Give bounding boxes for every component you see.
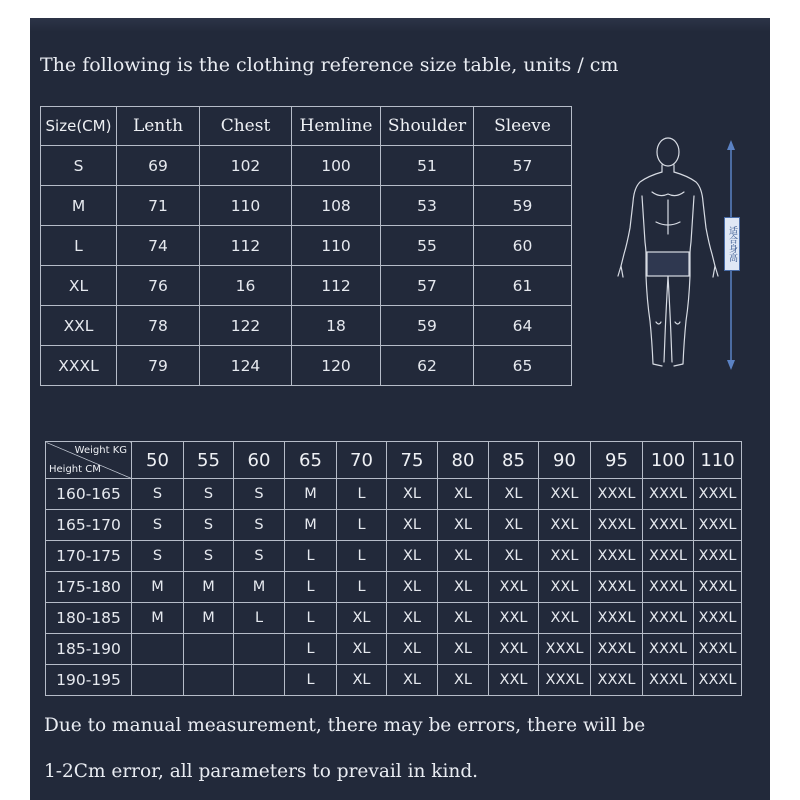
weight-height-table-body [46, 479, 742, 696]
recommended-size-cell: XXXL [643, 665, 694, 696]
measurement-cell: 60 [474, 226, 572, 266]
recommended-size-cell: XXXL [694, 572, 742, 603]
recommended-size-cell: L [285, 603, 337, 634]
recommended-size-cell: M [184, 572, 234, 603]
weight-header-cell: 65 [285, 442, 337, 479]
recommended-size-cell: L [337, 510, 387, 541]
recommended-size-cell: XXXL [694, 665, 742, 696]
weight-header-cell: 60 [234, 442, 285, 479]
height-row [46, 634, 742, 665]
measurement-cell: 124 [200, 346, 292, 386]
recommended-size-cell: L [285, 541, 337, 572]
size-label-cell: L [41, 226, 117, 266]
height-range-cell: 160-165 [46, 479, 132, 510]
recommended-size-cell: M [285, 510, 337, 541]
recommended-size-cell: XXXL [643, 572, 694, 603]
recommended-size-cell: XL [387, 634, 438, 665]
weight-header-cell: 85 [489, 442, 539, 479]
recommended-size-cell: L [285, 572, 337, 603]
size-row [41, 266, 572, 306]
recommended-size-cell: M [132, 603, 184, 634]
size-row [41, 306, 572, 346]
recommended-size-cell: L [337, 572, 387, 603]
recommended-size-cell: XXXL [643, 634, 694, 665]
weight-header-cell: 55 [184, 442, 234, 479]
measurement-cell: 64 [474, 306, 572, 346]
measurement-cell: 102 [200, 146, 292, 186]
measurement-cell: 65 [474, 346, 572, 386]
shorts-outline [647, 252, 689, 276]
recommended-size-cell: XXXL [694, 510, 742, 541]
recommended-size-cell: XXXL [694, 479, 742, 510]
weight-header-cell: 75 [387, 442, 438, 479]
weight-header-cell: 100 [643, 442, 694, 479]
recommended-size-cell: XXXL [591, 510, 643, 541]
recommended-size-cell: XL [387, 541, 438, 572]
column-header: Hemline [292, 107, 381, 146]
size-row [41, 346, 572, 386]
recommended-size-cell: XL [387, 603, 438, 634]
recommended-size-cell: S [234, 510, 285, 541]
recommended-size-cell: XL [387, 665, 438, 696]
recommended-size-cell: XL [387, 572, 438, 603]
measurement-cell: 100 [292, 146, 381, 186]
height-range-cell: 185-190 [46, 634, 132, 665]
recommended-size-cell: L [337, 541, 387, 572]
size-label-cell: M [41, 186, 117, 226]
weight-header-cell: 70 [337, 442, 387, 479]
recommended-size-cell: XL [438, 479, 489, 510]
column-header: Chest [200, 107, 292, 146]
height-row [46, 479, 742, 510]
recommended-size-cell: M [234, 572, 285, 603]
recommended-size-cell: XXL [489, 665, 539, 696]
recommended-size-cell: S [184, 510, 234, 541]
recommended-size-cell: XL [438, 541, 489, 572]
recommended-size-cell: XL [438, 603, 489, 634]
height-row [46, 572, 742, 603]
recommended-size-cell: XL [438, 510, 489, 541]
measurement-cell: 74 [117, 226, 200, 266]
height-range-cell: 175-180 [46, 572, 132, 603]
measurement-cell: 62 [381, 346, 474, 386]
measurement-cell: 55 [381, 226, 474, 266]
recommended-size-cell: XL [438, 665, 489, 696]
measurement-cell: 57 [474, 146, 572, 186]
measurement-cell: 16 [200, 266, 292, 306]
measurement-cell: 18 [292, 306, 381, 346]
weight-header-row [46, 442, 742, 479]
recommended-size-cell: XXXL [643, 603, 694, 634]
recommended-size-cell [184, 665, 234, 696]
measurement-cell: 112 [200, 226, 292, 266]
measurement-cell: 53 [381, 186, 474, 226]
size-row [41, 226, 572, 266]
footnote-line-1: Due to manual measurement, there may be errors, there will be [44, 715, 646, 736]
recommended-size-cell: L [285, 634, 337, 665]
column-header: Sleeve [474, 107, 572, 146]
recommended-size-cell: XXL [539, 541, 591, 572]
recommended-size-cell: XXXL [539, 665, 591, 696]
height-range-cell: 170-175 [46, 541, 132, 572]
recommended-size-cell: S [132, 479, 184, 510]
recommended-size-cell [132, 665, 184, 696]
weight-header-cell: 95 [591, 442, 643, 479]
height-row [46, 541, 742, 572]
measurement-cell: 51 [381, 146, 474, 186]
height-axis-label: Height CM [49, 464, 101, 475]
weight-header-cell: 110 [694, 442, 742, 479]
recommended-size-cell: XXL [489, 634, 539, 665]
measurement-cell: 69 [117, 146, 200, 186]
measurement-cell: 112 [292, 266, 381, 306]
size-table [40, 106, 572, 386]
recommended-size-cell: XXL [539, 510, 591, 541]
weight-height-corner-cell [46, 442, 132, 479]
measurement-cell: 122 [200, 306, 292, 346]
recommended-size-cell: XL [438, 634, 489, 665]
measurement-cell: 79 [117, 346, 200, 386]
measurement-cell: 59 [474, 186, 572, 226]
size-label-cell: S [41, 146, 117, 186]
size-label-cell: XXL [41, 306, 117, 346]
weight-axis-label: Weight KG [74, 445, 127, 456]
recommended-size-cell: S [132, 541, 184, 572]
recommended-size-cell: XXXL [643, 541, 694, 572]
size-label-cell: XL [41, 266, 117, 306]
height-row [46, 603, 742, 634]
weight-header-cell: 90 [539, 442, 591, 479]
recommended-size-cell: XL [337, 603, 387, 634]
measurement-cell: 57 [381, 266, 474, 306]
recommended-size-cell: XXL [489, 572, 539, 603]
recommended-size-cell: XXXL [694, 603, 742, 634]
recommended-size-cell: M [184, 603, 234, 634]
recommended-size-cell: L [337, 479, 387, 510]
column-header: Shoulder [381, 107, 474, 146]
recommended-size-cell: XXXL [643, 479, 694, 510]
measurement-cell: 108 [292, 186, 381, 226]
height-row [46, 665, 742, 696]
recommended-size-cell: XXXL [591, 634, 643, 665]
recommended-size-cell [184, 634, 234, 665]
recommended-size-cell: XXXL [591, 479, 643, 510]
column-header: Size(CM) [41, 107, 117, 146]
recommended-size-cell: S [184, 541, 234, 572]
recommended-size-cell: S [132, 510, 184, 541]
recommended-size-cell: S [184, 479, 234, 510]
measurement-cell: 71 [117, 186, 200, 226]
recommended-size-cell [234, 665, 285, 696]
recommended-size-cell: XXXL [591, 572, 643, 603]
recommended-size-cell: XL [489, 541, 539, 572]
recommended-size-cell: XL [337, 665, 387, 696]
footnote-line-2: 1-2Cm error, all parameters to prevail in kind. [44, 761, 479, 782]
recommended-size-cell: XXXL [591, 541, 643, 572]
recommended-size-cell: M [132, 572, 184, 603]
recommended-size-cell: XXXL [643, 510, 694, 541]
page-title: The following is the clothing reference size table, units / cm [40, 54, 619, 76]
recommended-size-cell: L [285, 665, 337, 696]
size-table-body [41, 146, 572, 386]
recommended-size-cell: XXL [539, 572, 591, 603]
recommended-size-cell: XXXL [694, 634, 742, 665]
size-table-header-row [41, 107, 572, 146]
recommended-size-cell: XL [438, 572, 489, 603]
size-row [41, 186, 572, 226]
measurement-cell: 110 [200, 186, 292, 226]
recommended-size-cell: XL [489, 510, 539, 541]
weight-header-cell: 80 [438, 442, 489, 479]
size-label-cell: XXXL [41, 346, 117, 386]
size-chart-panel [30, 18, 770, 800]
weight-height-table [45, 441, 742, 696]
recommended-size-cell [234, 634, 285, 665]
measurement-cell: 120 [292, 346, 381, 386]
recommended-size-cell: XXL [539, 603, 591, 634]
recommended-size-cell: XL [387, 479, 438, 510]
measurement-cell: 78 [117, 306, 200, 346]
recommended-size-cell: XXXL [694, 541, 742, 572]
recommended-size-cell: XXXL [591, 665, 643, 696]
recommended-size-cell [132, 634, 184, 665]
recommended-size-cell: S [234, 541, 285, 572]
height-row [46, 510, 742, 541]
recommended-size-cell: XXXL [539, 634, 591, 665]
column-header: Lenth [117, 107, 200, 146]
recommended-size-cell: XL [387, 510, 438, 541]
height-measure-tag: 适合身高 [724, 217, 740, 271]
weight-header-cell: 50 [132, 442, 184, 479]
recommended-size-cell: XXL [489, 603, 539, 634]
height-range-cell: 190-195 [46, 665, 132, 696]
recommended-size-cell: XXXL [591, 603, 643, 634]
recommended-size-cell: L [234, 603, 285, 634]
height-range-cell: 165-170 [46, 510, 132, 541]
height-range-cell: 180-185 [46, 603, 132, 634]
measurement-cell: 76 [117, 266, 200, 306]
recommended-size-cell: S [234, 479, 285, 510]
measurement-cell: 59 [381, 306, 474, 346]
recommended-size-cell: XL [337, 634, 387, 665]
measurement-cell: 110 [292, 226, 381, 266]
measurement-cell: 61 [474, 266, 572, 306]
recommended-size-cell: M [285, 479, 337, 510]
recommended-size-cell: XL [489, 479, 539, 510]
recommended-size-cell: XXL [539, 479, 591, 510]
size-row [41, 146, 572, 186]
